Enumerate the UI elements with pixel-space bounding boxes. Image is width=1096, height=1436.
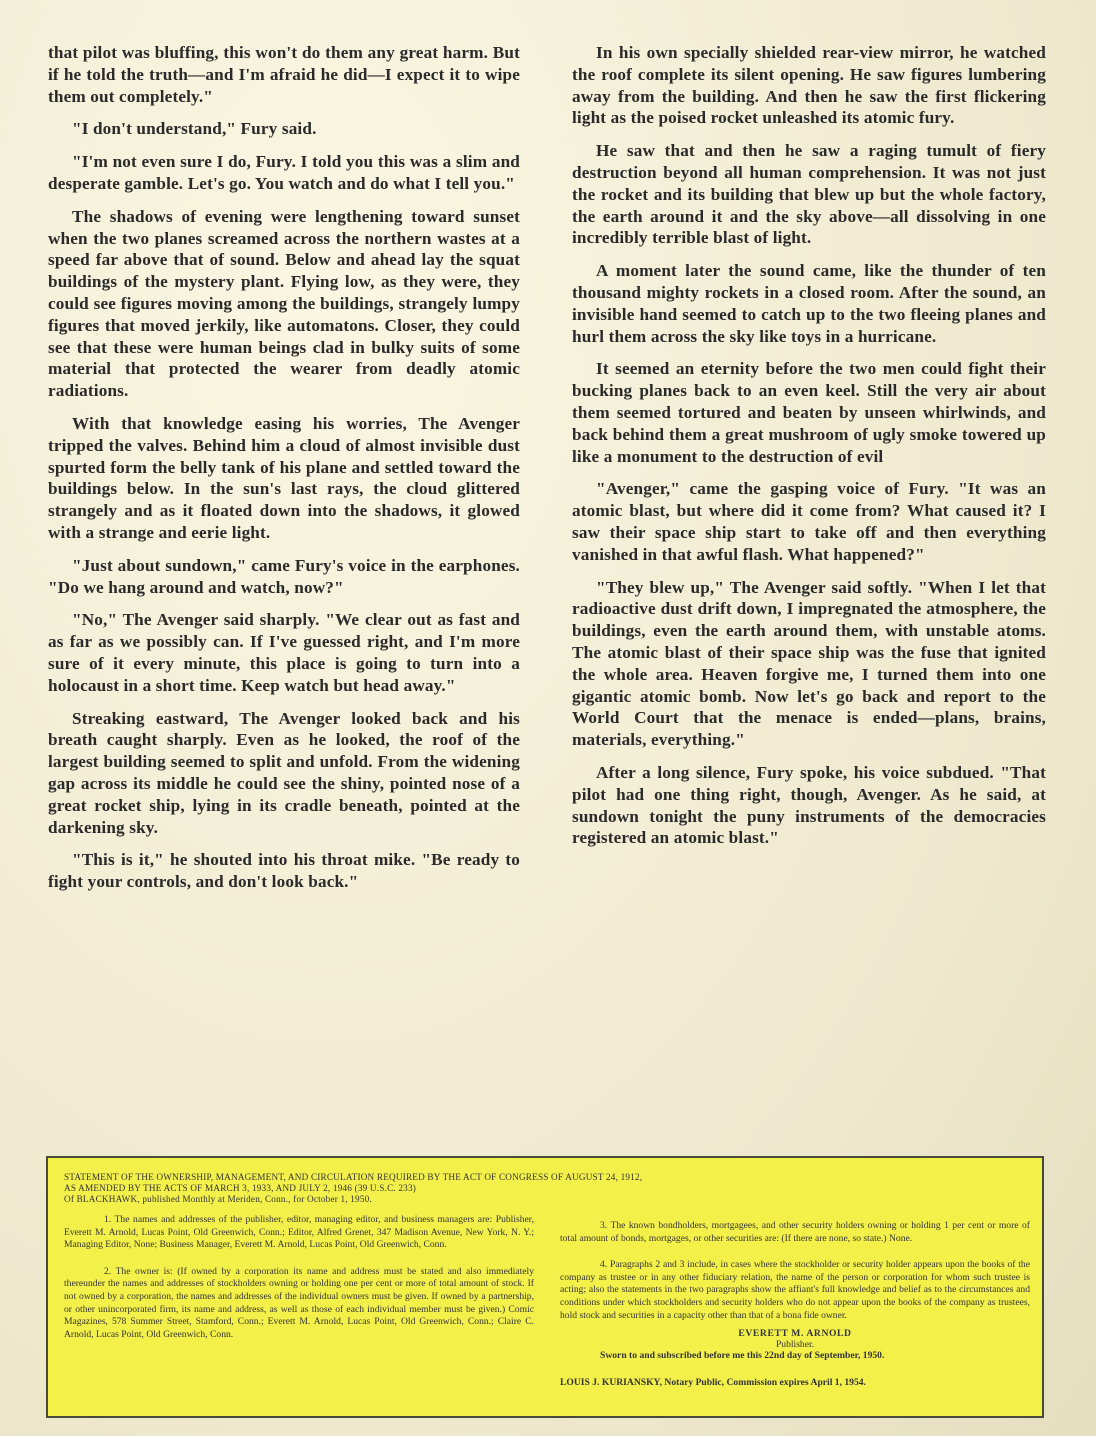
statement-heading-line: AS AMENDED BY THE ACTS OF MARCH 3, 1933, AND JULY 2, 1946 (39 U.S.C. 233) [64,1183,417,1193]
story-paragraph: With that knowledge easing his worries, The Avenger tripped the valves. Behind him a cloud of almost invisible dust spurted form the belly tank of his plane and settled toward the buildings below. In the sun's last rays, the cloud glittered strangely and as it floated down into the shadows, it glowed with a strange and eerie light. [48,413,520,542]
story-paragraph: A moment later the sound came, like the thunder of ten thousand mighty rockets in a closed room. After the sound, an invisible hand seemed to catch up to the two fleeing planes and hurl them across the sky like toys in a hurricane. [572,261,1046,346]
story-paragraph: "They blew up," The Avenger said softly. "When I let that radioactive dust drift down, I impregnated the atmosphere, the buildings, even the earth around them, with unstable atoms. The atomic blast of their space ship was the fuse that ignited the whole area. Heaven forgive me, I turned them into one gigantic atomic bomb. Now let's go back and report to the World Court that the menace is ended—plans, brains, materials, everything." [572,577,1046,750]
statement-paragraph: 3. The known bondholders, mortgagees, and other security holders owning or holding 1 per cent or more of total amount of bonds, mortgages, or other securities are: (If there are none, so state.) None. [560,1220,1030,1244]
statement-left-column [64,1214,534,1355]
story-paragraph: "I don't understand," Fury said. [72,119,317,139]
statement-signature [560,1328,1030,1350]
story-paragraph: After a long silence, Fury spoke, his voice subdued. "That pilot had one thing right, though, Avenger. As he said, at sundown tonight the puny instruments of the democracies registered an atomic blast." [572,762,1046,848]
story-paragraph: that pilot was bluffing, this won't do them any great harm. But if he told the truth—and I'm afraid he did—I expect it to wipe them out completely." [48,43,520,106]
story-paragraph: He saw that and then he saw a raging tumult of fiery destruction beyond all human comprehension. It was not just the rocket and its building that blew up but the whole factory, the earth around it and the sky above—all dissolving in one incredibly terrible blast of light. [572,141,1046,248]
notary-line: LOUIS J. KURIANSKY, Notary Public, Commission expires April 1, 1954. [560,1376,866,1388]
story-left-column [48,42,520,904]
statement-heading-line: Of BLACKHAWK, published Monthly at Meriden, Conn., for October 1, 1950. [64,1194,372,1204]
statement-paragraph: 2. The owner is: (If owned by a corporation its name and address must be stated and also immediately thereunder the names and addresses of stockholders owning or holding one per cent or more of total amount of stock. If not owned by a corporation, the names and addresses of the individual owners must be given. If owned by a partnership, or other unincorporated firm, its name and address, as well as those of each individual member must be given.) Comic Magazines, 578 Summer Street, Stamford, Conn.; Everett M. Arnold, Lucas Point, Old Greenwich, Conn.; Claire C. Arnold, Lucas Point, Old Greenwich, Conn. [64,1265,534,1340]
story-paragraph: Streaking eastward, The Avenger looked back and his breath caught sharply. Even as he looked, the roof of the largest building seemed to split and unfold. From the widening gap across its middle he could see the shiny, pointed nose of a great rocket ship, lying in its cradle beneath, pointed at the darkening sky. [48,708,520,837]
story-paragraph: "Just about sundown," came Fury's voice in the earphones. "Do we hang around and watch, now?" [48,555,520,597]
signer-name: EVERETT M. ARNOLD [738,1328,852,1340]
statement-heading [64,1172,1030,1205]
story-paragraph: "I'm not even sure I do, Fury. I told you this was a slim and desperate gamble. Let's go. You watch and do what I tell you." [48,152,520,193]
story-paragraph: In his own specially shielded rear-view mirror, he watched the roof complete its silent opening. He saw figures lumbering away from the building. And then he saw the first flickering light as the poised rocket unleashed its atomic fury. [572,43,1046,128]
signer-title: Publisher. [775,1339,815,1351]
statement-heading-line: STATEMENT OF THE OWNERSHIP, MANAGEMENT, AND CIRCULATION REQUIRED BY THE ACT OF CONGRESS OF AUGUST 24, 1912, [64,1172,643,1182]
story-paragraph: "Avenger," came the gasping voice of Fury. "It was an atomic blast, but where did it come from? What caused it? I saw their space ship start to take off and then everything vanished in that awful flash. What happened?" [572,479,1046,564]
statement-paragraph: 4. Paragraphs 2 and 3 include, in cases where the stockholder or security holder appears upon the books of the company as trustee or in any other fiduciary relation, the name of the person or corporation for whom such trustee is acting; also the statements in the two paragraphs show the affiant's full knowledge and belief as to the circumstances and conditions under which stockholders and security holders who do not appear upon the books of the company as trustees, hold stock and securities in a capacity other than that of a bona fide owner. [560,1259,1030,1321]
story-paragraph: "No," The Avenger said sharply. "We clear out as fast and as far as we possibly can. If I've guessed right, and I'm more sure of it every minute, this place is going to turn into a holocaust in a short time. Keep watch but head away." [48,610,520,695]
story-paragraph: "This is it," he shouted into his throat mike. "Be ready to fight your controls, and don't look back." [48,850,520,892]
ownership-statement-box [46,1156,1044,1418]
story-paragraph: It seemed an eternity before the two men could fight their bucking planes back to an even keel. Still the very air about them seemed tortured and beaten by unseen whirlwinds, and back behind them a great mushroom of ugly smoke towered up like a monument to the destruction of evil [572,359,1046,466]
sworn-line: Sworn to and subscribed before me this 22nd day of September, 1950. [600,1350,885,1362]
story-right-column [572,42,1046,860]
statement-paragraph: 1. The names and addresses of the publisher, editor, managing editor, and business managers are: Publisher, Everett M. Arnold, Lucas Point, Old Greenwich, Conn.; Editor, Alfred Grenet, 347 Madison Avenue, New York, N. Y.; Managing Editor, None; Business Manager, Everett M. Arnold, Lucas Point, Old Greenwich, Conn. [64,1214,534,1251]
story-paragraph: The shadows of evening were lengthening toward sunset when the two planes screamed across the northern wastes at a speed far above that of sound. Below and ahead lay the squat buildings of the mystery plant. Flying low, as they were, they could see figures moving among the buildings, strangely lumpy figures that moved jerkily, like automatons. Closer, they could see that these were human beings clad in bulky suits of some material that protected the wearer from deadly atomic radiations. [48,206,520,401]
statement-right-column [560,1220,1030,1389]
